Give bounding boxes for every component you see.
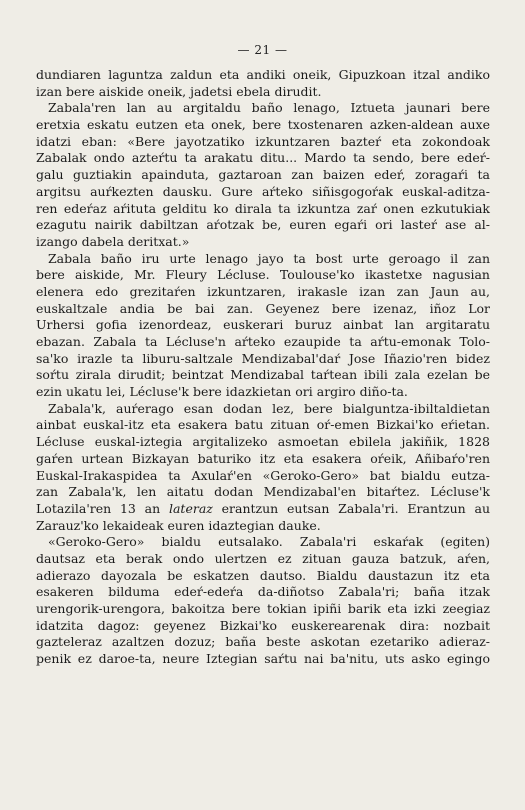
text-line: euskaltzale andia be bai zan. Geyenez bere izenaz, iñoz Lor [36, 300, 490, 316]
text-line: Urhersi gofia izenordeaz, euskerari buruz ainbat lan argitaratu [36, 317, 490, 333]
page-number: — 21 — [237, 43, 288, 57]
text-line: ren edeŕaz aŕituta gelditu ko dirala ta izkuntza zaŕ onen ezkutukiak [36, 200, 490, 216]
text-line: gazteleraz azaltzen dozuz; baña beste askotan ezetariko adieraz- [36, 634, 490, 650]
text-line: ainbat euskal-itz eta esakera batu zituan oŕ-emen Bizkai'ko eŕietan. [36, 417, 490, 433]
text-line: Euskal-Irakaspidea ta Axulaŕ'en «Geroko-Gero» bat bialdu eutza- [36, 467, 490, 483]
text-line: dautsaz eta berak ondo ulertzen ez zituan gauza batzuk, aŕen, [36, 550, 490, 566]
text-line: zan Zabala'k, len aitatu dodan Mendizabal'en bitaŕtez. Lécluse'k [36, 484, 490, 500]
text-line: bere aiskide, Mr. Fleury Lécluse. Toulouse'ko ikastetxe nagusian [36, 267, 490, 283]
text-line: esakeren bilduma edeŕ-edeŕa da-diñotso Zabala'ri; baña itzak [36, 584, 490, 600]
text-line: ezin ukatu lei, Lécluse'k bere idazkietan ori argiro diño-ta. [36, 384, 408, 400]
text-line: Zabala'k, auŕerago esan dodan lez, bere bialguntza-ibiltaldietan [48, 400, 490, 416]
text-line: Zabala baño iru urte lenago jayo ta bost urte geroago il zan [48, 250, 490, 266]
text-line: ezagutu nairik dabiltzan aŕotzak be, euren egaŕi ori lasteŕ ase al- [36, 217, 490, 233]
text-line: Zabalak ondo azteŕtu ta arakatu ditu... Mardo ta sendo, bere edeŕ- [36, 150, 490, 166]
text-line: adierazo dayozala be eskatzen dautso. Bialdu daustazun itz eta [36, 567, 490, 583]
text-line: gaŕen urtean Bizkayan baturiko itz eta esakera oŕeik, Añibaŕo'ren [36, 450, 490, 466]
text-line: «Geroko-Gero» bialdu eutsalako. Zabala'ri eskaŕak (egiten) [48, 534, 490, 550]
text-line: Lécluse euskal-iztegia argitalizeko asmoetan ebilela jakiñik, 1828 [36, 434, 490, 450]
text-line: Lotazila'ren 13 an lateraz erantzun eutsan Zabala'ri. Erantzun au [36, 500, 490, 516]
text-line: urengorik-urengora, bakoitza bere tokian ipiñi barik eta izki zeegiaz [36, 601, 490, 616]
text-line: idatzi eban: «Bere jayotzatiko izkuntzaren bazteŕ eta zokondoak [36, 133, 490, 149]
text-line: Zarauz'ko lekaideak euren idaztegian dauke. [36, 517, 321, 533]
text-line: idatzita dagoz: geyenez Bizkai'ko euskerearenak dira: nozbait [36, 617, 490, 633]
text-line: elenera edo grezitaŕen izkuntzaren, irakasle izan zan Jaun au, [36, 283, 490, 299]
text-line: sa'ko irazle ta liburu-saltzale Mendizabal'daŕ Jose Iñazio'ren bidez [36, 350, 490, 366]
italic-word: lateraz [168, 500, 213, 516]
text-line: argitsu auŕkezten dausku. Gure aŕteko siñisgogoŕak euskal-aditza- [36, 183, 490, 199]
text-line: dundiaren laguntza zaldun eta andiki oneik, Gipuzkoan itzal andiko [36, 67, 490, 82]
text-line: izan bere aiskide oneik, jadetsi ebela dirudit. [36, 83, 322, 99]
text-line: Zabala'ren lan au argitaldu baño lenago, Iztueta jaunari bere [48, 100, 490, 116]
text-line: izango dabela deritxat.» [36, 233, 190, 249]
text-line: soŕtu zirala dirudit; beintzat Mendizabal taŕtean ibili zala ezelan be [36, 367, 490, 383]
text-line: ebazan. Zabala ta Lécluse'n aŕteko ezaupide ta aŕtu-emonak Tolo- [36, 334, 490, 349]
text-line: galu guztiakin apainduta, gaztaroan zan baizen edeŕ, zoragaŕi ta [36, 167, 490, 183]
text-line: eretxia eskatu eutzen eta onek, bere txostenaren azken-aldean auxe [36, 117, 490, 133]
text-line: penik ez daroe-ta, neure Iztegian saŕtu nai ba'nitu, uts asko egingo [36, 651, 490, 667]
body-text [36, 67, 490, 668]
